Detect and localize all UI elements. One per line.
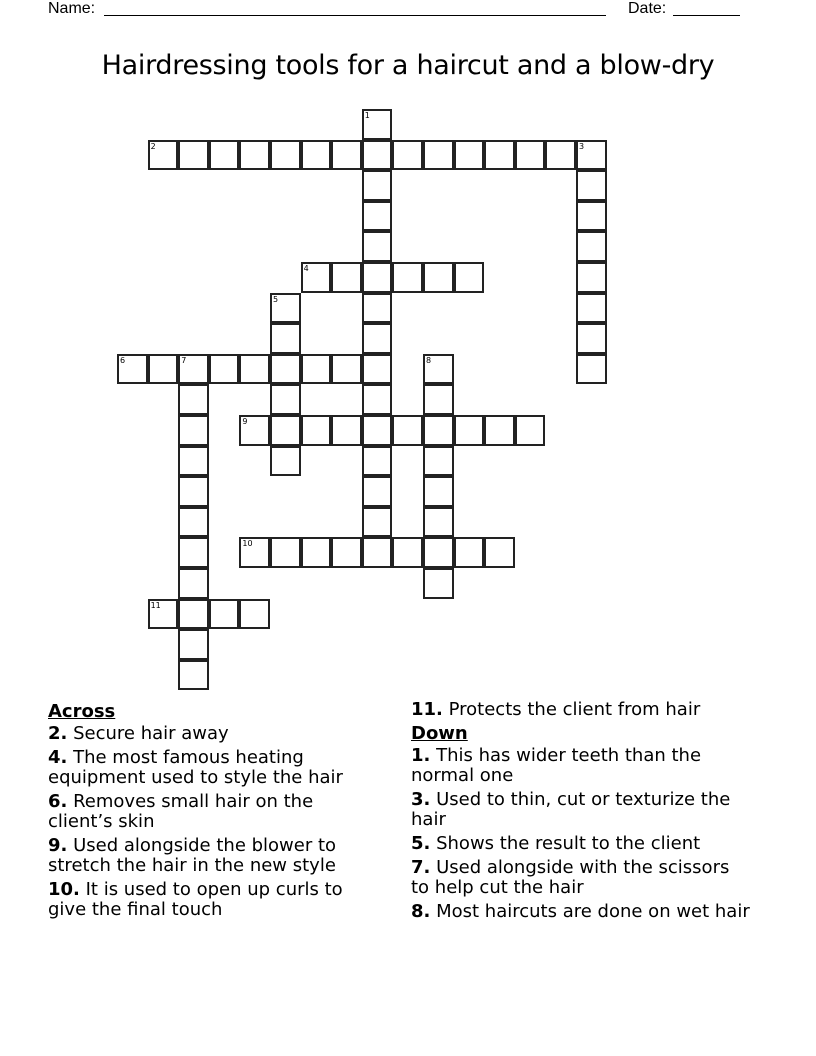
crossword-cell[interactable] [423,415,454,446]
clue-down-1: 1. This has wider teeth than the normal one [411,745,702,786]
crossword-cell[interactable] [331,537,362,568]
crossword-cell[interactable] [362,109,393,140]
crossword-cell[interactable] [423,354,454,385]
down-heading: Down [411,723,468,744]
clue-number: 8 [426,355,432,365]
date-label: Date: [628,0,667,17]
crossword-cell[interactable] [362,384,393,415]
clue-across-2: 2. Secure hair away [48,723,229,744]
clue-down-5: 5. Shows the result to the client [411,833,701,854]
crossword-cell[interactable] [270,354,301,385]
crossword-cell[interactable] [515,415,546,446]
clue-number: 11 [150,600,161,610]
clue-number: 3 [579,141,585,151]
crossword-cell[interactable] [270,537,301,568]
crossword-cell[interactable] [178,537,209,568]
crossword-cell[interactable] [423,384,454,415]
clue-across-10: 10. It is used to open up curls to give the final touch [48,879,343,920]
crossword-cell[interactable] [362,231,393,262]
crossword-cell[interactable] [178,629,209,660]
crossword-cell[interactable] [454,262,485,293]
crossword-cell[interactable] [209,140,240,171]
crossword-cell[interactable] [301,140,332,171]
crossword-cell[interactable] [178,476,209,507]
crossword-cell[interactable] [331,354,362,385]
crossword-cell[interactable] [270,293,301,324]
crossword-cell[interactable] [423,537,454,568]
crossword-cell[interactable] [362,415,393,446]
crossword-cell[interactable] [362,201,393,232]
clue-number: 7 [181,355,187,365]
crossword-cell[interactable] [484,140,515,171]
crossword-cell[interactable] [301,262,332,293]
crossword-cell[interactable] [270,415,301,446]
crossword-cell[interactable] [301,537,332,568]
crossword-cell[interactable] [362,323,393,354]
crossword-cell[interactable] [423,446,454,477]
crossword-cell[interactable] [270,323,301,354]
crossword-cell[interactable] [209,599,240,630]
crossword-cell[interactable] [117,354,148,385]
crossword-cell[interactable] [239,140,270,171]
crossword-cell[interactable] [178,384,209,415]
clue-number: 10 [242,539,253,549]
crossword-cell[interactable] [392,140,423,171]
crossword-cell[interactable] [423,262,454,293]
crossword-cell[interactable] [148,354,179,385]
crossword-cell[interactable] [576,201,607,232]
clue-down-7: 7. Used alongside with the scissors to help cut the hair [411,857,730,898]
crossword-cell[interactable] [178,446,209,477]
clue-across-11: 11. Protects the client from hair [411,699,701,720]
crossword-cell[interactable] [301,354,332,385]
crossword-cell[interactable] [515,140,546,171]
clue-across-4: 4. The most famous heating equipment used to style the hair [48,747,343,788]
crossword-cell[interactable] [423,476,454,507]
crossword-cell[interactable] [454,140,485,171]
crossword-cell[interactable] [239,415,270,446]
crossword-cell[interactable] [301,415,332,446]
crossword-cell[interactable] [423,140,454,171]
crossword-cell[interactable] [392,262,423,293]
crossword-cell[interactable] [178,660,209,691]
crossword-cell[interactable] [362,140,393,171]
crossword-cell[interactable] [362,170,393,201]
crossword-cell[interactable] [270,384,301,415]
crossword-cell[interactable] [178,415,209,446]
crossword-cell[interactable] [270,140,301,171]
clue-number: 9 [242,417,248,426]
clue-down-8: 8. Most haircuts are done on wet hair [411,901,750,922]
clue-number: 5 [273,294,279,304]
crossword-cell[interactable] [423,568,454,599]
crossword-cell[interactable] [362,293,393,324]
crossword-cell[interactable] [576,231,607,262]
clue-number: 2 [150,141,156,151]
crossword-cell[interactable] [178,354,209,385]
clue-across-6: 6. Removes small hair on the client’s skin [48,791,314,832]
name-label: Name: [48,0,96,17]
crossword-cell[interactable] [178,507,209,538]
crossword-cell[interactable] [239,537,270,568]
crossword-cell[interactable] [362,476,393,507]
crossword-cell[interactable] [331,140,362,171]
crossword-cell[interactable] [148,140,179,171]
crossword-cell[interactable] [239,354,270,385]
crossword-cell[interactable] [362,354,393,385]
crossword-cell[interactable] [148,599,179,630]
crossword-cell[interactable] [454,537,485,568]
crossword-cell[interactable] [362,446,393,477]
crossword-cell[interactable] [392,415,423,446]
crossword-cell[interactable] [545,140,576,171]
crossword-cell[interactable] [209,354,240,385]
clues-column-right [411,700,751,926]
crossword-cell[interactable] [576,262,607,293]
clues-column-left [48,700,378,924]
crossword-cell[interactable] [362,262,393,293]
crossword-cell[interactable] [178,568,209,599]
clue-number: 6 [120,355,126,365]
crossword-cell[interactable] [331,262,362,293]
crossword-cell[interactable] [362,507,393,538]
crossword-cell[interactable] [576,354,607,385]
crossword-cell[interactable] [178,140,209,171]
crossword-cell[interactable] [484,537,515,568]
clue-number: 1 [364,111,370,120]
clue-across-9: 9. Used alongside the blower to stretch the hair in the new style [48,835,337,876]
crossword-cell[interactable] [362,537,393,568]
clue-down-3: 3. Used to thin, cut or texturize the hair [411,789,731,830]
across-heading: Across [48,701,116,722]
clue-number: 4 [303,264,309,273]
crossword-cell[interactable] [423,507,454,538]
crossword-cell[interactable] [331,415,362,446]
crossword-cell[interactable] [392,537,423,568]
crossword-cell[interactable] [576,293,607,324]
crossword-cell[interactable] [576,323,607,354]
crossword-cell[interactable] [576,140,607,171]
crossword-cell[interactable] [454,415,485,446]
crossword-cell[interactable] [239,599,270,630]
page-title: Hairdressing tools for a haircut and a blow-dry [101,50,715,81]
crossword-cell[interactable] [270,446,301,477]
crossword-cell[interactable] [576,170,607,201]
crossword-cell[interactable] [178,599,209,630]
crossword-cell[interactable] [484,415,515,446]
